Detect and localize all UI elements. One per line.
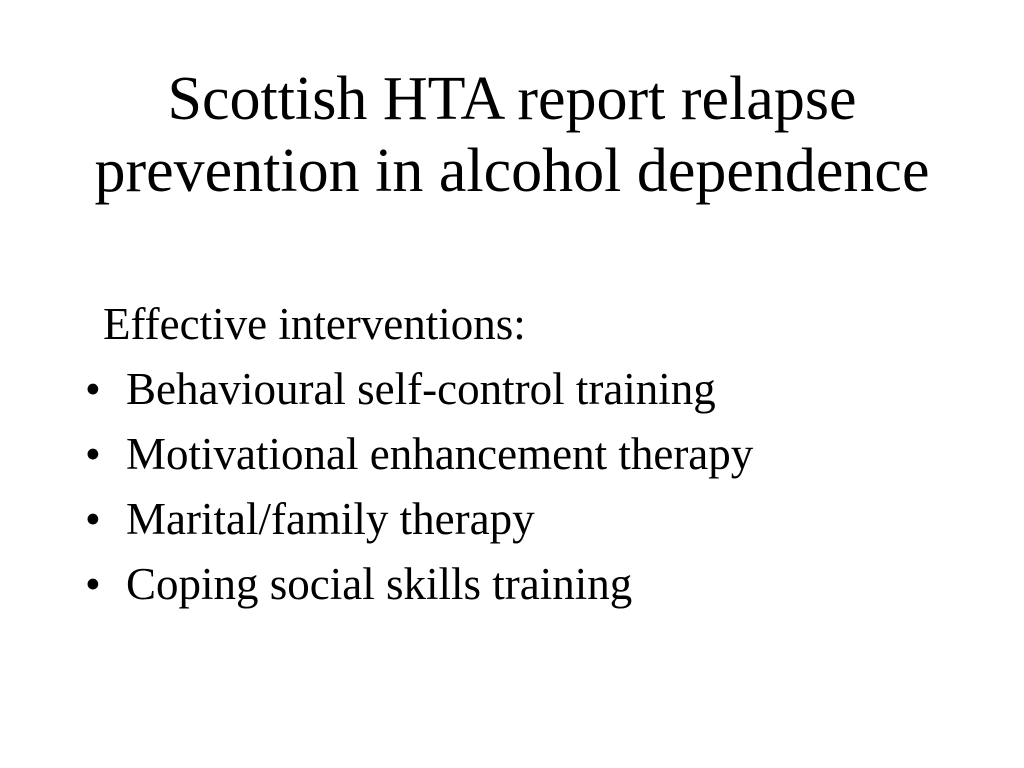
bullet-text: Marital/family therapy	[126, 494, 535, 544]
bullet-icon: •	[85, 494, 101, 544]
list-item	[0, 357, 1024, 422]
slide-title	[0, 63, 1024, 207]
bullet-icon: •	[85, 559, 101, 609]
intro-text: Effective interventions:	[103, 299, 526, 349]
list-item	[0, 487, 1024, 552]
list-item	[0, 422, 1024, 487]
title-line-2: prevention in alcohol dependence	[94, 137, 930, 205]
bullet-text: Motivational enhancement therapy	[126, 429, 754, 479]
bullet-icon: •	[85, 429, 101, 479]
bullet-text: Coping social skills training	[126, 559, 633, 609]
title-line-1: Scottish HTA report relapse	[167, 65, 857, 133]
slide-body	[0, 292, 1024, 617]
bullet-icon: •	[85, 364, 101, 414]
list-item	[0, 552, 1024, 617]
bullet-text: Behavioural self-control training	[126, 364, 716, 414]
